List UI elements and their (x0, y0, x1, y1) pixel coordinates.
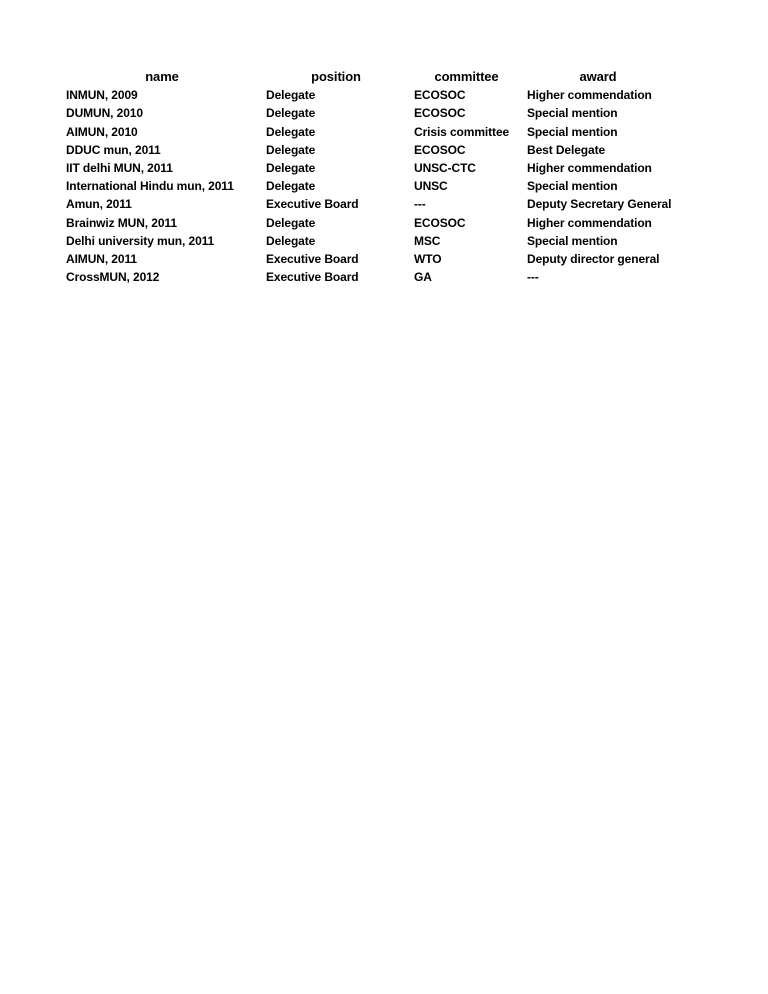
cell-award: Deputy director general (527, 252, 660, 267)
cell-name: AIMUN, 2010 (66, 124, 138, 139)
cell-committee: ECOSOC (414, 142, 466, 157)
cell-position: Delegate (266, 233, 316, 248)
cell-award: Best Delegate (527, 142, 606, 157)
cell-position: Delegate (266, 179, 316, 194)
cell-name: INMUN, 2009 (66, 88, 138, 103)
cell-name: Amun, 2011 (66, 197, 132, 212)
cell-name: CrossMUN, 2012 (66, 270, 160, 285)
cell-award: Higher commendation (527, 88, 652, 103)
mun-experience-table (62, 68, 673, 286)
table-row (62, 214, 673, 232)
cell-award: Special mention (527, 233, 618, 248)
spreadsheet-page (62, 68, 673, 286)
table-row (62, 159, 673, 177)
cell-award: Special mention (527, 179, 618, 194)
cell-position: Delegate (266, 215, 316, 230)
cell-committee: GA (414, 270, 432, 285)
column-header-award: award (579, 69, 617, 84)
cell-name: DUMUN, 2010 (66, 106, 143, 121)
cell-position: Executive Board (266, 252, 359, 267)
cell-name: IIT delhi MUN, 2011 (66, 161, 173, 176)
cell-committee: UNSC-CTC (414, 161, 476, 176)
table-row (62, 232, 673, 250)
cell-name: AIMUN, 2011 (66, 252, 137, 267)
cell-award: Special mention (527, 106, 618, 121)
column-header-name: name (145, 69, 179, 84)
cell-position: Delegate (266, 124, 316, 139)
cell-position: Delegate (266, 106, 316, 121)
cell-committee: ECOSOC (414, 215, 466, 230)
cell-name: International Hindu mun, 2011 (66, 179, 234, 194)
cell-name: Delhi university mun, 2011 (66, 233, 215, 248)
table-row (62, 123, 673, 141)
cell-name: Brainwiz MUN, 2011 (66, 215, 177, 230)
cell-position: Delegate (266, 161, 316, 176)
cell-position: Executive Board (266, 197, 359, 212)
cell-position: Delegate (266, 88, 316, 103)
cell-award: Special mention (527, 124, 618, 139)
table-row (62, 268, 673, 286)
table-row (62, 250, 673, 268)
table-row (62, 177, 673, 195)
cell-committee: ECOSOC (414, 106, 466, 121)
cell-committee: Crisis committee (414, 124, 510, 139)
table-header-row (62, 68, 673, 86)
cell-committee: WTO (414, 252, 442, 267)
cell-committee: MSC (414, 233, 441, 248)
cell-position: Delegate (266, 142, 316, 157)
cell-award: --- (527, 270, 539, 285)
cell-committee: UNSC (414, 179, 448, 194)
cell-award: Deputy Secretary General (527, 197, 672, 212)
cell-committee: ECOSOC (414, 88, 466, 103)
cell-award: Higher commendation (527, 215, 652, 230)
table-row (62, 104, 673, 122)
cell-award: Higher commendation (527, 161, 652, 176)
column-header-position: position (311, 69, 361, 84)
column-header-committee: committee (434, 69, 499, 84)
cell-name: DDUC mun, 2011 (66, 142, 161, 157)
table-row (62, 195, 673, 213)
cell-position: Executive Board (266, 270, 359, 285)
table-row (62, 141, 673, 159)
table-row (62, 86, 673, 104)
cell-committee: --- (414, 197, 426, 212)
